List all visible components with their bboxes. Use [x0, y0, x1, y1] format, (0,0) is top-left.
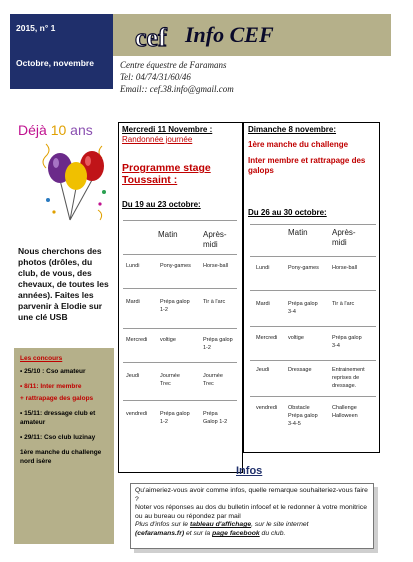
club-phone: Tel: 04/74/31/60/46: [120, 72, 191, 82]
divider: [123, 254, 237, 255]
infos-title: Infos: [236, 465, 263, 477]
left-event-header: [122, 125, 242, 145]
left-row-day: Lundi: [126, 263, 140, 269]
right-row-matin: voltige: [288, 335, 304, 341]
website-link[interactable]: (cefaramans.fr): [135, 529, 185, 537]
right-row-matin: Obstacle Prépa galop 3-4-5: [288, 405, 318, 427]
right-row-matin: Prépa galop 3-4: [288, 301, 318, 315]
event-date: Dimanche 8 novembre:: [248, 125, 337, 134]
right-row-aprem: Prépa galop 3-4: [332, 335, 362, 349]
issue-number: 2015, n° 1: [16, 23, 56, 33]
left-row-aprem: Prépa Galop 1-2: [203, 411, 228, 425]
divider: [250, 326, 376, 327]
col-matin: Matin: [158, 230, 178, 239]
issue-date: Octobre, novembre: [16, 58, 94, 68]
divider: [123, 400, 237, 401]
divider: [250, 290, 376, 291]
divider: [123, 328, 237, 329]
right-row-aprem: Horse-ball: [332, 265, 358, 271]
right-event-header: [248, 125, 378, 176]
photos-request: Nous cherchons des photos (drôles, du club, de vous, des chevaux, de toutes les années). Faites les parvenir à Elodie sur une clé USB: [18, 246, 109, 322]
infos-instructions: Noter vos réponses au dos du bulletin infocef et le redonner à votre monitrice ou au bureau ou répondez par mail: [135, 504, 367, 520]
right-period: Du 26 au 30 octobre:: [248, 208, 327, 217]
anniversary-heading: Déjà 10 ans: [18, 122, 93, 138]
left-period: Du 19 au 23 octobre:: [122, 200, 201, 209]
concours-item: • 15/11: dressage club et amateur: [20, 410, 96, 426]
divider: [250, 256, 376, 257]
event-name: Randonnée journée: [122, 135, 193, 144]
concours-box: [14, 348, 114, 544]
club-name: Centre équestre de Faramans: [120, 60, 227, 70]
concours-title: Les concours: [20, 355, 63, 362]
left-row-matin: Prépa galop 1-2: [160, 299, 190, 313]
left-row-day: Mercredi: [126, 337, 148, 343]
left-row-aprem: Horse-ball: [203, 263, 229, 269]
event-date: Mercredi 11 Novembre :: [122, 125, 213, 134]
infos-box: [130, 483, 374, 549]
concours-item: • 25/10 : Cso amateur: [20, 368, 86, 375]
left-row-matin: Journée Trec: [160, 373, 180, 387]
right-row-day: Mercredi: [256, 335, 278, 341]
cef-logo: [133, 18, 181, 52]
infos-more: Plus d'infos sur le tableau d'affichage, sur le site internet: [135, 521, 309, 529]
left-row-matin: voltige: [160, 337, 176, 343]
newsletter-title: Info CEF: [185, 22, 274, 47]
right-row-matin: Pony-games: [288, 265, 319, 271]
logo-text: cef: [135, 23, 167, 52]
col-apresmidi: Après-midi: [332, 228, 356, 247]
tableau-affichage: tableau d'affichage: [189, 521, 252, 529]
left-row-matin: Prépa galop 1-2: [160, 411, 190, 425]
left-row-aprem: Prépa galop 1-2: [203, 337, 233, 351]
right-row-day: vendredi: [256, 405, 278, 411]
concours-item: • 29/11: Cso club luzinay: [20, 434, 96, 441]
right-row-matin: Dressage: [288, 367, 312, 373]
club-email: Email:: cef.38.info@gmail.com: [120, 84, 234, 94]
infos-question: Qu'aimeriez-vous avoir comme infos, quelle remarque souhaiteriez-vous faire ?: [135, 487, 368, 503]
right-row-aprem: Tir à l'arc: [332, 301, 355, 307]
right-row-day: Lundi: [256, 265, 270, 271]
infos-links: (cefaramans.fr) et sur la page facebook du club.: [135, 529, 286, 537]
title-bar: [113, 14, 391, 56]
concours-item: + rattrapage des galops: [20, 395, 94, 402]
balloons-illustration: [40, 140, 112, 222]
divider: [250, 224, 376, 225]
left-row-day: Mardi: [126, 299, 140, 305]
right-row-day: Mardi: [256, 301, 270, 307]
event-name: 1ère manche du challenge: [248, 140, 349, 149]
right-row-aprem: Entrainement reprises de dressage.: [332, 367, 365, 389]
divider: [250, 396, 376, 397]
left-row-matin: Pony-games: [160, 263, 191, 269]
left-row-aprem: Tir à l'arc: [203, 299, 226, 305]
facebook-link[interactable]: page facebook: [212, 529, 260, 537]
contact-block: [120, 59, 234, 95]
divider: [123, 220, 237, 221]
concours-note: 1ère manche du challenge nord isère: [20, 449, 102, 465]
right-row-day: Jeudi: [256, 367, 270, 373]
left-row-day: Jeudi: [126, 373, 140, 379]
issue-box: [10, 14, 113, 89]
left-row-aprem: Journée Trec: [203, 373, 223, 387]
event-name-2: Inter membre et rattrapage des galops: [248, 156, 366, 175]
col-apresmidi: Après-midi: [203, 230, 227, 249]
col-matin: Matin: [288, 228, 308, 237]
left-row-day: vendredi: [126, 411, 148, 417]
right-row-aprem: Challenge Halloween: [332, 405, 358, 419]
divider: [123, 362, 237, 363]
divider: [250, 360, 376, 361]
programme-title: Programme stage Toussaint :: [122, 162, 211, 186]
divider: [123, 288, 237, 289]
concours-item: • 8/11: Inter membre: [20, 383, 82, 390]
